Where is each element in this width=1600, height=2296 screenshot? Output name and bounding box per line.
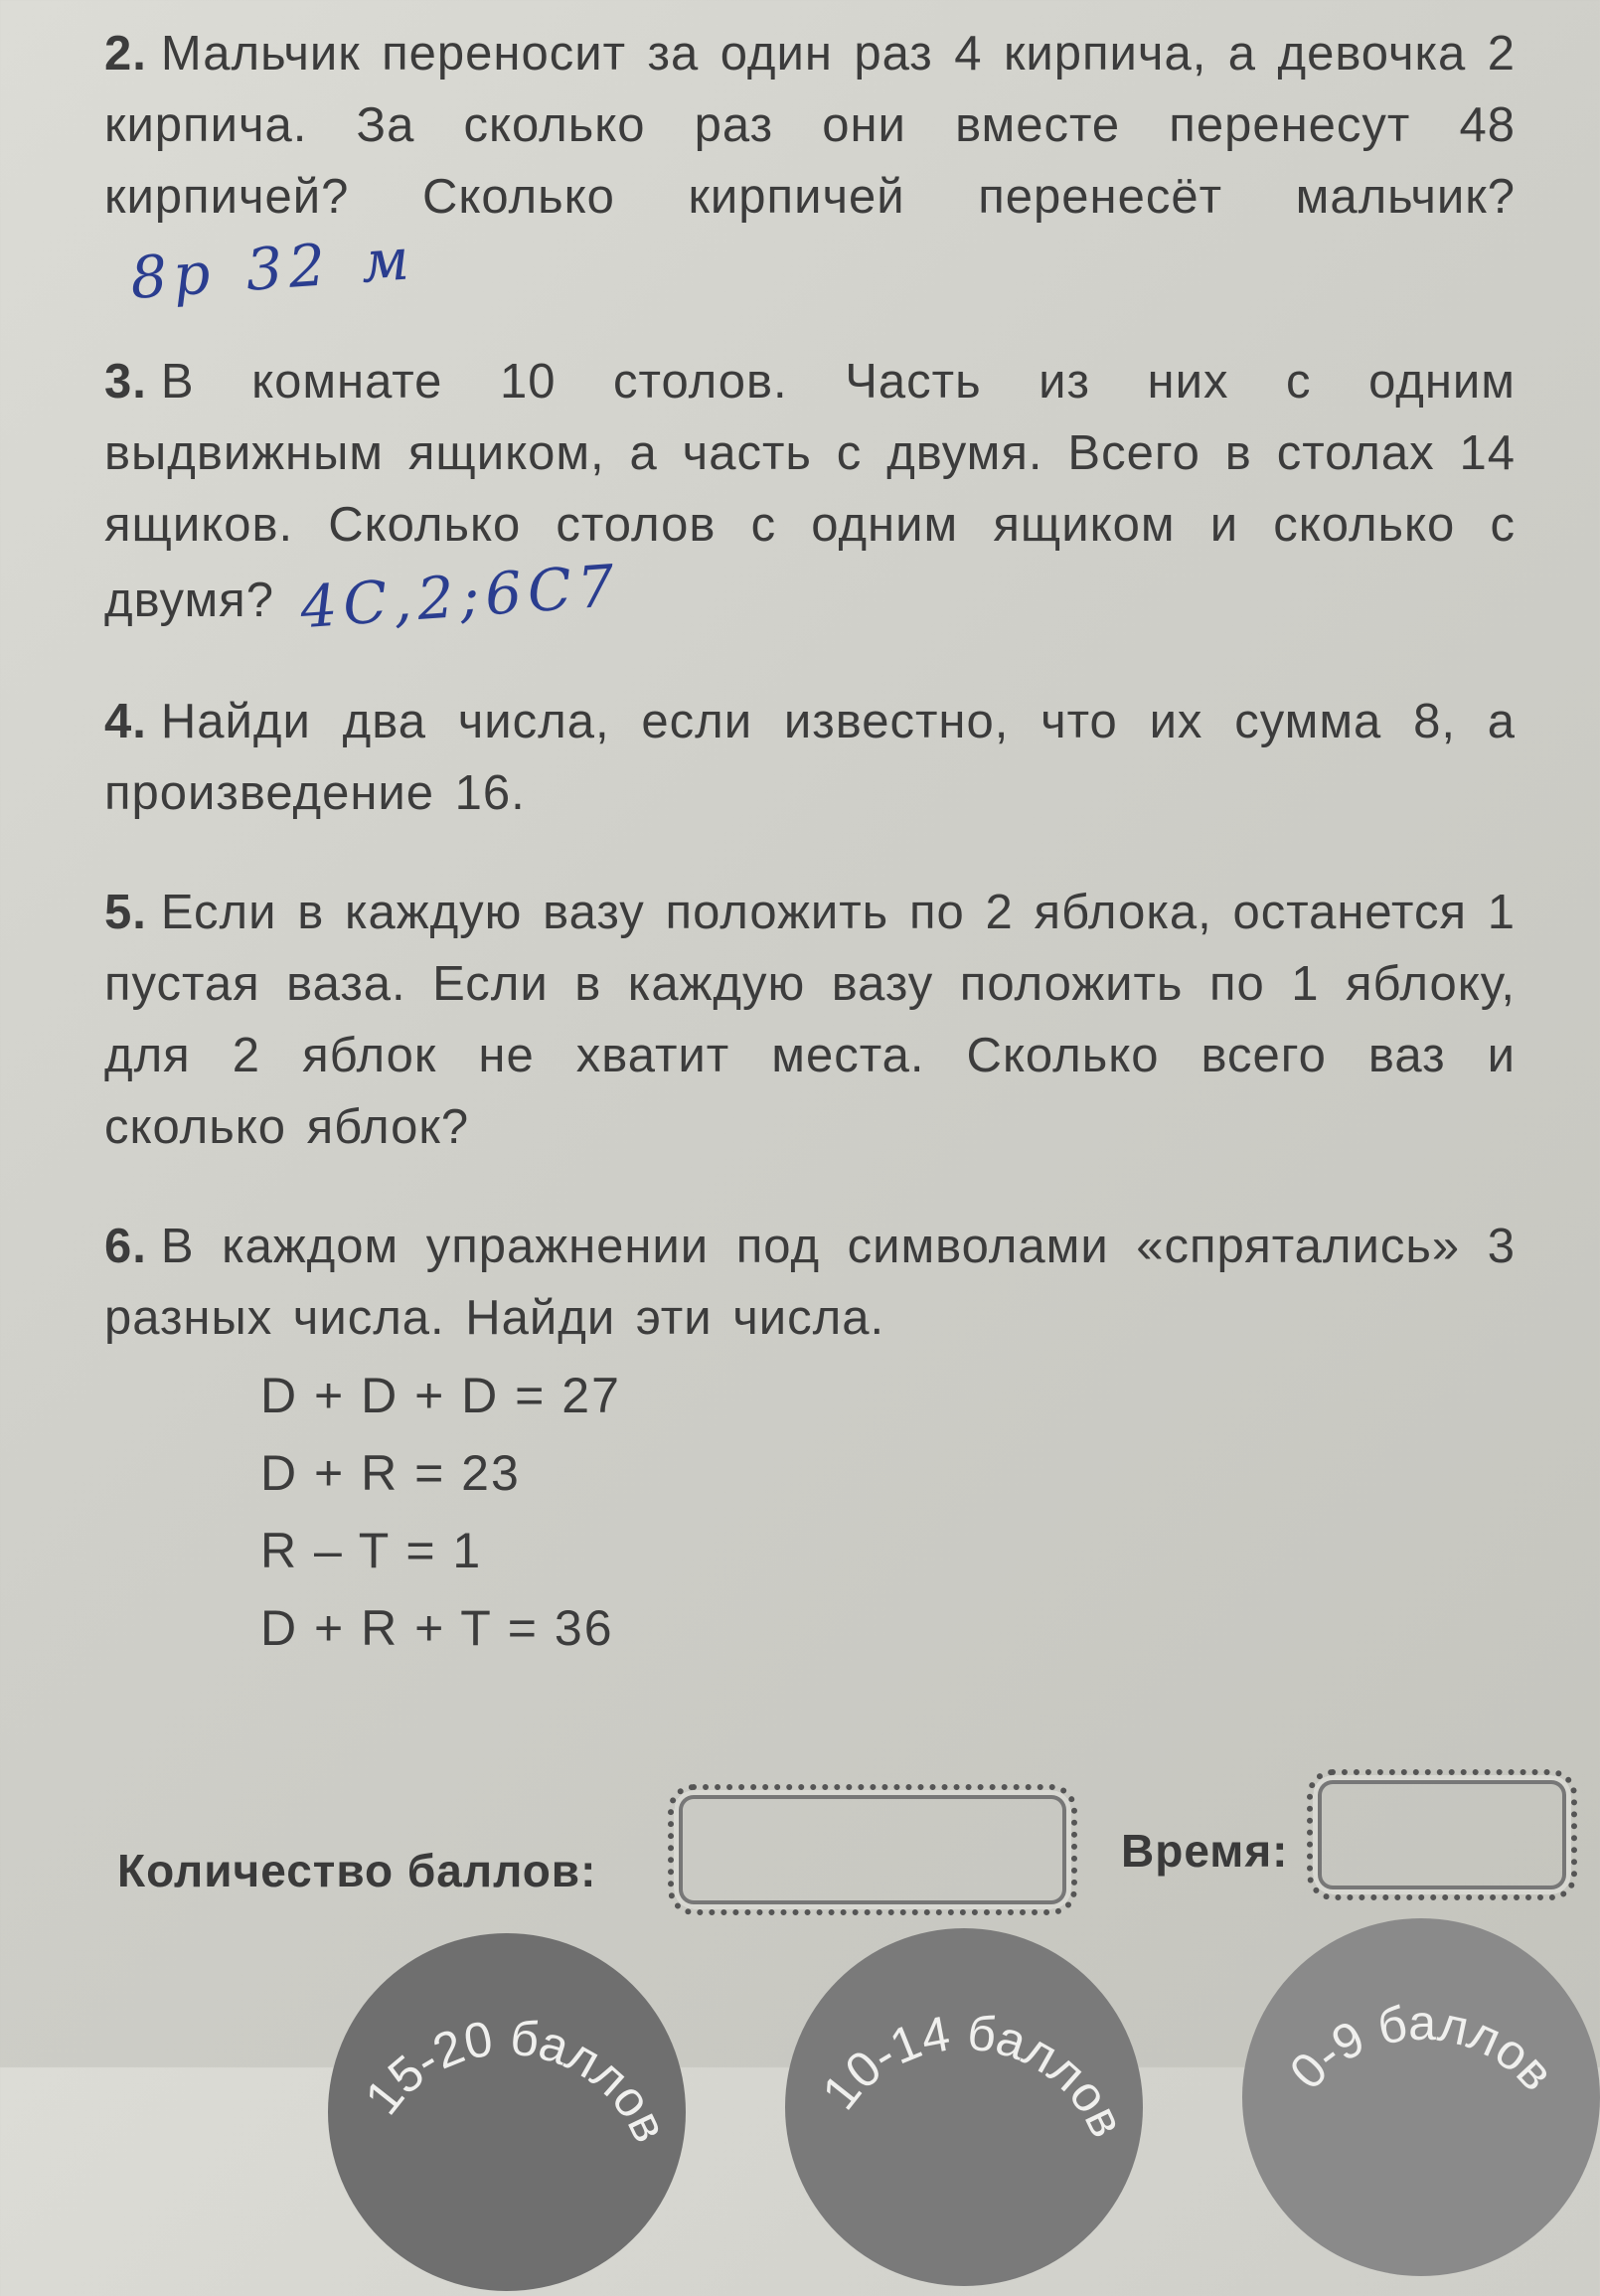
task-2 bbox=[104, 18, 1516, 312]
equation-list bbox=[260, 1357, 621, 1667]
score-badge-mid bbox=[785, 1928, 1143, 2286]
badge-label: 15-20 баллов bbox=[354, 2009, 679, 2151]
task-number: 2. bbox=[104, 27, 147, 81]
time-label: Время: bbox=[1121, 1825, 1289, 1877]
task-text: В комнате 10 столов. Часть из них с одним выдвижным ящиком, а часть с двумя. Всего в столах 14 ящиков. Сколько столов с одним ящиком и сколько с двумя? bbox=[104, 355, 1516, 627]
task-6 bbox=[104, 1211, 1516, 1354]
handwritten-answer: 8р 32 м bbox=[127, 225, 417, 312]
badge-label: 0-9 баллов bbox=[1278, 1994, 1565, 2101]
task-text: Если в каждую вазу положить по 2 яблока, останется 1 пустая ваза. Если в каждую вазу положить по 1 яблоку, для 2 яблок не хватит места. Сколько всего ваз и сколько яблок? bbox=[104, 886, 1516, 1154]
task-text: Мальчик переносит за один раз 4 кирпича, а девочка 2 кирпича. За сколько раз они вместе перенесут 48 кирпичей? Сколько кирпичей перенесёт мальчик? bbox=[104, 27, 1516, 224]
handwritten-answer: 4С,2;6С7 bbox=[297, 551, 623, 642]
badge-circle bbox=[1242, 1918, 1600, 2276]
task-5 bbox=[104, 877, 1516, 1163]
score-badge-low bbox=[1242, 1918, 1600, 2276]
badge-label: 10-14 баллов bbox=[811, 2004, 1136, 2146]
task-3 bbox=[104, 346, 1516, 642]
task-text: Найди два числа, если известно, что их сумма 8, а произведение 16. bbox=[104, 695, 1516, 820]
task-text: В каждом упражнении под символами «спрятались» 3 разных числа. Найди эти числа. bbox=[104, 1220, 1516, 1345]
equation: D + D + D = 27 bbox=[260, 1368, 621, 1423]
equation: R – T = 1 bbox=[260, 1523, 483, 1578]
time-input-box[interactable] bbox=[1307, 1769, 1577, 1900]
score-input-box[interactable] bbox=[668, 1784, 1077, 1915]
task-4 bbox=[104, 686, 1516, 829]
equation: D + R = 23 bbox=[260, 1445, 521, 1501]
score-label: Количество баллов: bbox=[117, 1845, 597, 1896]
score-badge-high bbox=[328, 1933, 686, 2291]
task-number: 3. bbox=[104, 355, 147, 409]
task-number: 5. bbox=[104, 886, 147, 939]
task-number: 4. bbox=[104, 695, 147, 748]
equation: D + R + T = 36 bbox=[260, 1600, 614, 1656]
task-number: 6. bbox=[104, 1220, 147, 1273]
